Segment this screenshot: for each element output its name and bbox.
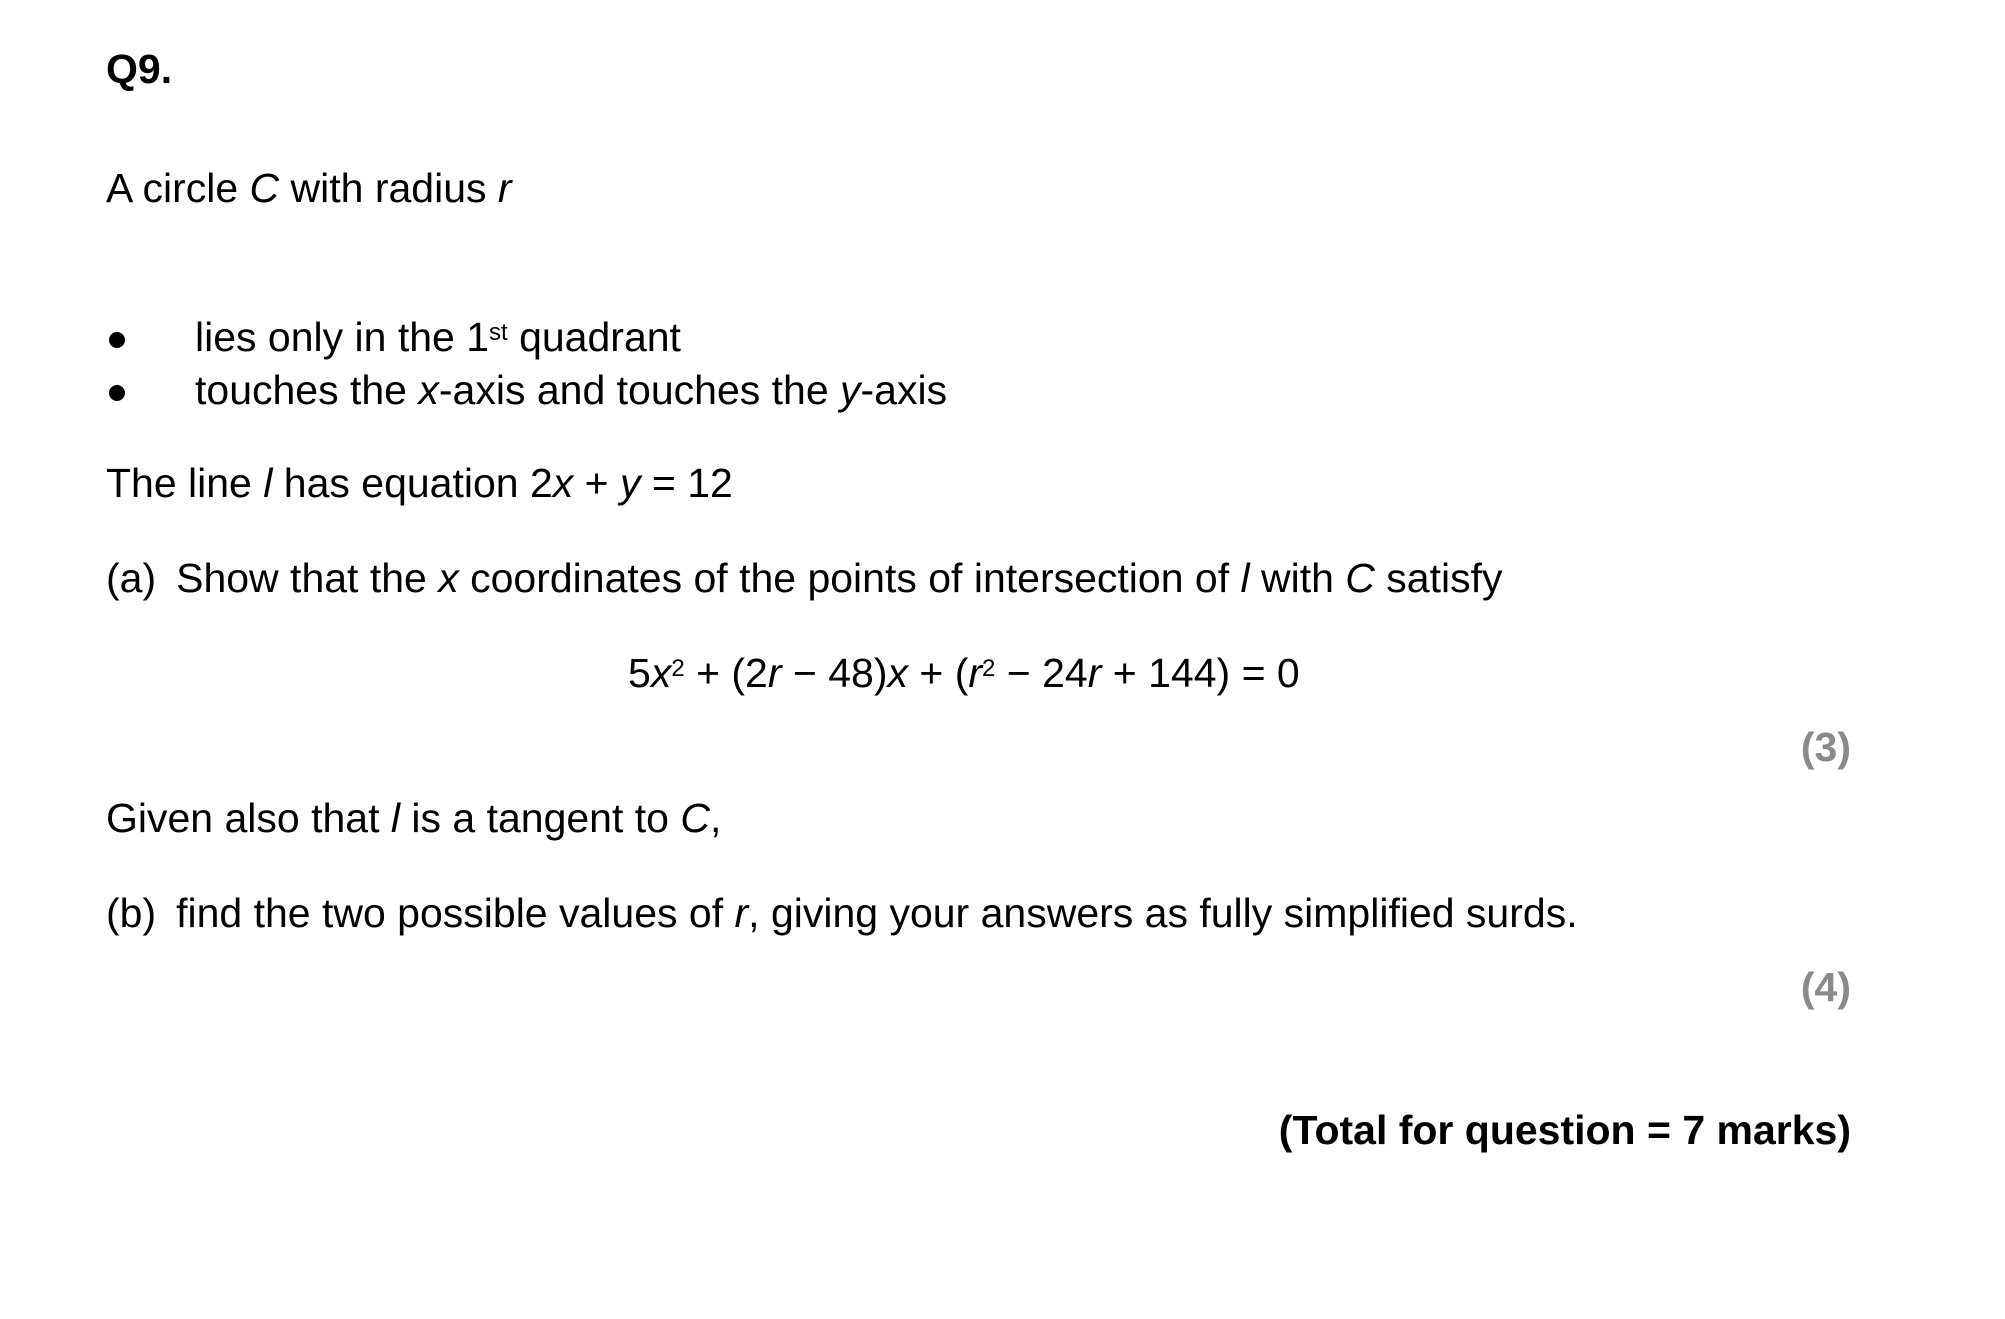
- intro-text-2: with radius: [279, 165, 498, 211]
- bullet-dot: [109, 385, 125, 401]
- var-r: r: [968, 650, 983, 696]
- var-r: r: [767, 650, 782, 696]
- part-b: [106, 888, 1578, 938]
- eq-part: − 48): [781, 650, 888, 696]
- var-x: x: [552, 460, 574, 506]
- part-a-label: (a): [106, 555, 157, 601]
- var-l: l: [1240, 555, 1250, 601]
- var-x: x: [650, 650, 672, 696]
- given-text-2: is a tangent to: [400, 795, 681, 841]
- part-b-text-2: , giving your answers as fully simplified surds.: [748, 890, 1578, 936]
- intro-text: [106, 163, 512, 213]
- var-r: r: [734, 890, 749, 936]
- eq-part: + (2: [684, 650, 768, 696]
- part-a: [106, 553, 1503, 603]
- var-x: x: [438, 555, 459, 601]
- var-r: r: [497, 165, 512, 211]
- var-y: y: [840, 367, 861, 413]
- line-equation-text: [106, 458, 733, 508]
- var-y: y: [620, 460, 641, 506]
- bullet-item-2: [195, 365, 947, 415]
- bullet-dot: [109, 332, 125, 348]
- line-eq-text-3: +: [573, 460, 621, 506]
- bullet-2-text-1: touches the: [195, 367, 419, 413]
- var-x: x: [418, 367, 439, 413]
- total-marks: (Total for question = 7 marks): [1278, 1107, 1851, 1153]
- exponent: 2: [671, 655, 685, 682]
- bullet-2-text-3: -axis: [860, 367, 948, 413]
- var-c: C: [680, 795, 710, 841]
- var-c: C: [1345, 555, 1375, 601]
- bullet-2-text-2: -axis and touches the: [438, 367, 841, 413]
- var-l: l: [390, 795, 400, 841]
- var-x: x: [887, 650, 908, 696]
- eq-part: − 24: [995, 650, 1088, 696]
- question-number: Q9.: [106, 46, 173, 92]
- part-a-text-4: satisfy: [1374, 555, 1503, 601]
- bullet-1-text-1: lies only in the 1: [195, 314, 490, 360]
- bullet-item-1: [195, 312, 681, 362]
- line-eq-text-1: The line: [106, 460, 264, 506]
- var-l: l: [263, 460, 273, 506]
- var-r: r: [1087, 650, 1102, 696]
- given-text: [106, 793, 721, 843]
- part-a-text-3: with: [1249, 555, 1346, 601]
- part-a-text-1: Show that the: [176, 555, 439, 601]
- part-b-label: (b): [106, 890, 157, 936]
- exponent: 2: [982, 655, 996, 682]
- intro-text-1: A circle: [106, 165, 250, 211]
- ordinal-superscript: st: [489, 319, 508, 346]
- marks-part-a: (3): [1800, 724, 1851, 770]
- var-c: C: [249, 165, 280, 211]
- given-text-3: ,: [709, 795, 722, 841]
- line-eq-text-2: has equation 2: [272, 460, 553, 506]
- quadratic-equation: [628, 648, 1300, 698]
- eq-part: 5: [628, 650, 651, 696]
- eq-part: + (: [908, 650, 969, 696]
- marks-part-b: (4): [1800, 964, 1851, 1010]
- given-text-1: Given also that: [106, 795, 391, 841]
- line-eq-text-4: = 12: [640, 460, 733, 506]
- part-b-text-1: find the two possible values of: [176, 890, 735, 936]
- part-a-text-2: coordinates of the points of intersection of: [458, 555, 1241, 601]
- eq-part: + 144) = 0: [1101, 650, 1300, 696]
- bullet-1-text-2: quadrant: [507, 314, 681, 360]
